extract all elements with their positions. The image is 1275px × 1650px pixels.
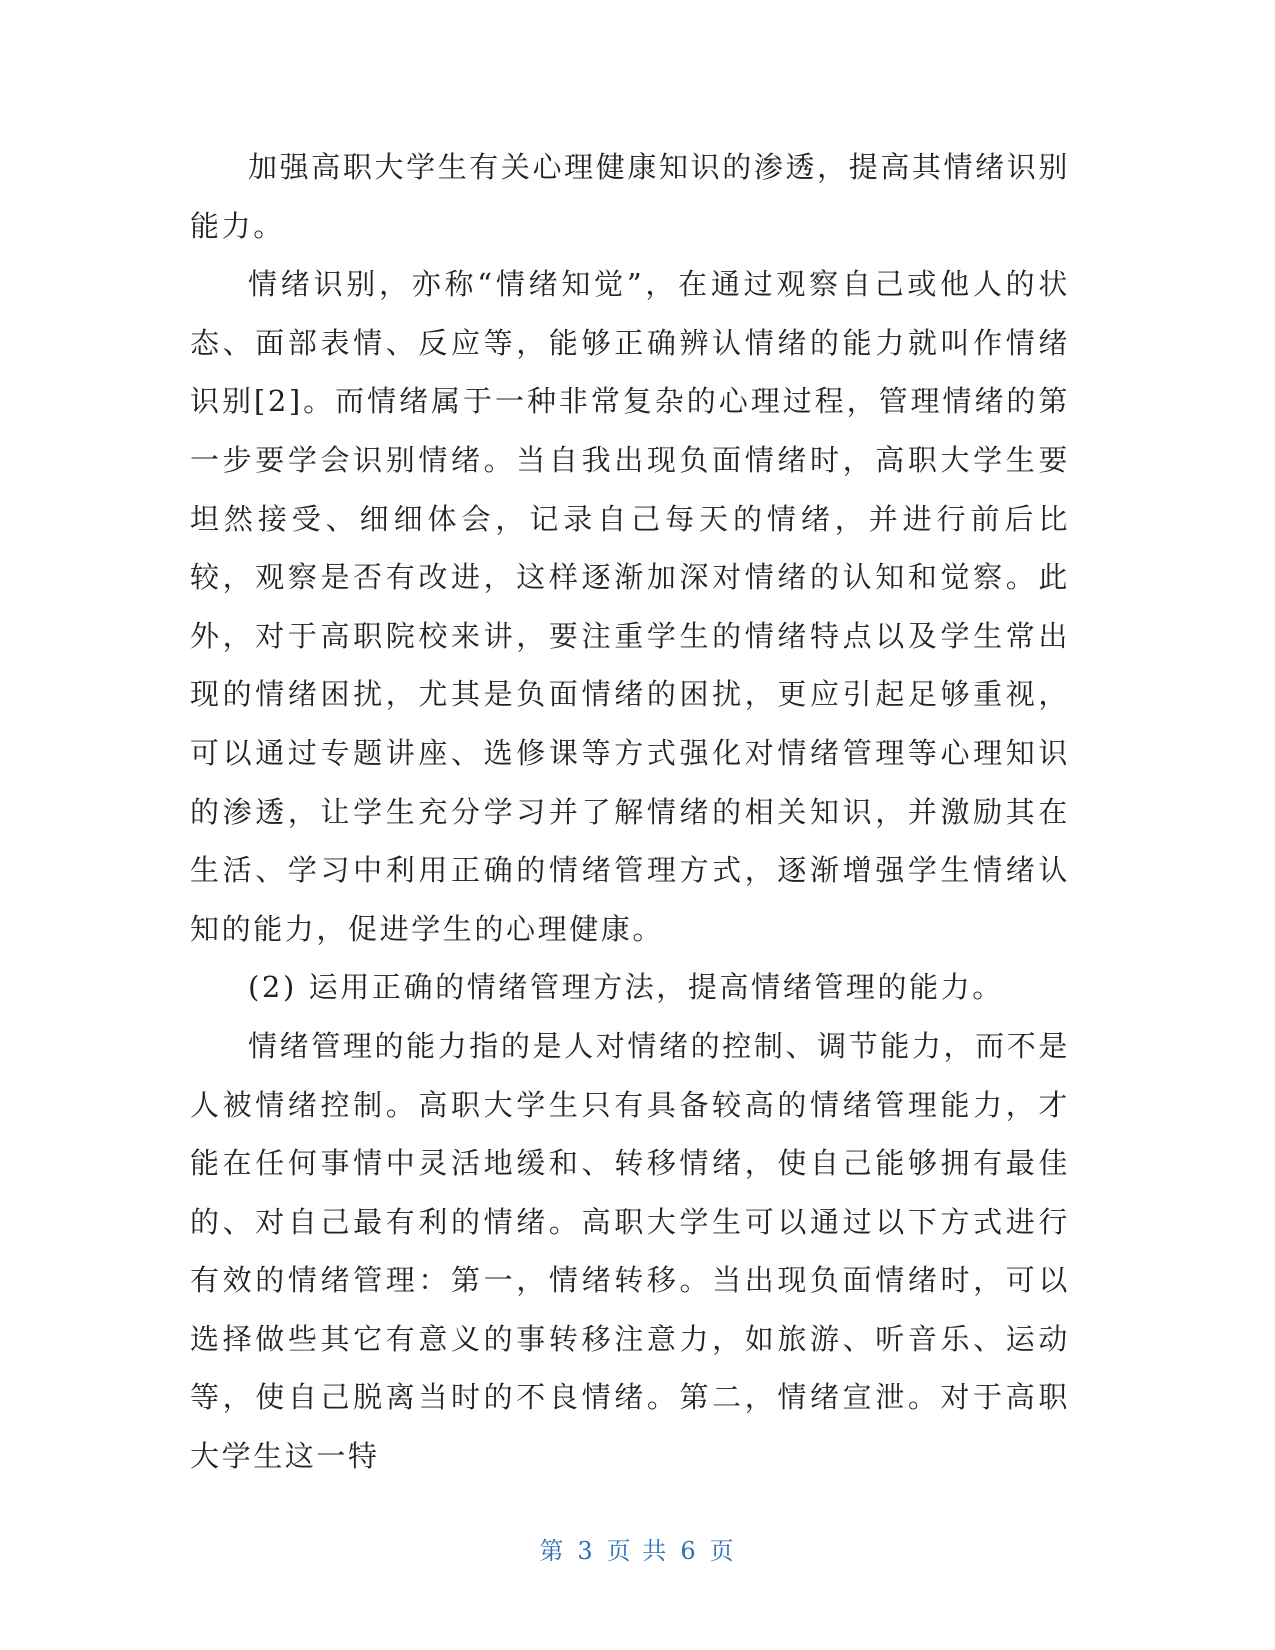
paragraph-heading-2: (2) 运用正确的情绪管理方法，提高情绪管理的能力。 (248, 970, 1004, 1005)
total-pages-number: 6 (680, 1537, 698, 1565)
document-body (190, 138, 1070, 1486)
paragraph-emotion-recognition: 情绪识别，亦称“情绪知觉”，在通过观察自己或他人的状态、面部表情、反应等，能够正确辨认情绪的能力就叫作情绪识别[2]。而情绪属于一种非常复杂的心理过程，管理情绪的第一步要学会识别情绪。当自我出现负面情绪时，高职大学生要坦然接受、细细体会，记录自己每天的情绪，并进行前后比较，观察是否有改进，这样逐渐加深对情绪的认知和觉察。此外，对于高职院校来讲，要注重学生的情绪特点以及学生常出现的情绪困扰，尤其是负面情绪的困扰，更应引起足够重视，可以通过专题讲座、选修课等方式强化对情绪管理等心理知识的渗透，让学生充分学习并了解情绪的相关知识，并激励其在生活、学习中利用正确的情绪管理方式，逐渐增强学生情绪认知的能力，促进学生的心理健康。 (190, 267, 1070, 946)
footer-mid: 页 共 (606, 1537, 669, 1565)
current-page-number: 3 (577, 1537, 595, 1565)
footer-suffix: 页 (709, 1537, 736, 1565)
page-footer (0, 1531, 1275, 1566)
paragraph-heading-1: 加强高职大学生有关心理健康知识的渗透，提高其情绪识别能力。 (190, 150, 1070, 243)
paragraph-emotion-management: 情绪管理的能力指的是人对情绪的控制、调节能力，而不是人被情绪控制。高职大学生只有具备较高的情绪管理能力，才能在任何事情中灵活地缓和、转移情绪，使自己能够拥有最佳的、对自己最有利的情绪。高职大学生可以通过以下方式进行有效的情绪管理：第一，情绪转移。当出现负面情绪时，可以选择做些其它有意义的事转移注意力，如旅游、听音乐、运动等，使自己脱离当时的不良情绪。第二，情绪宣泄。对于高职大学生这一特 (190, 1028, 1070, 1474)
footer-prefix: 第 (539, 1537, 566, 1565)
